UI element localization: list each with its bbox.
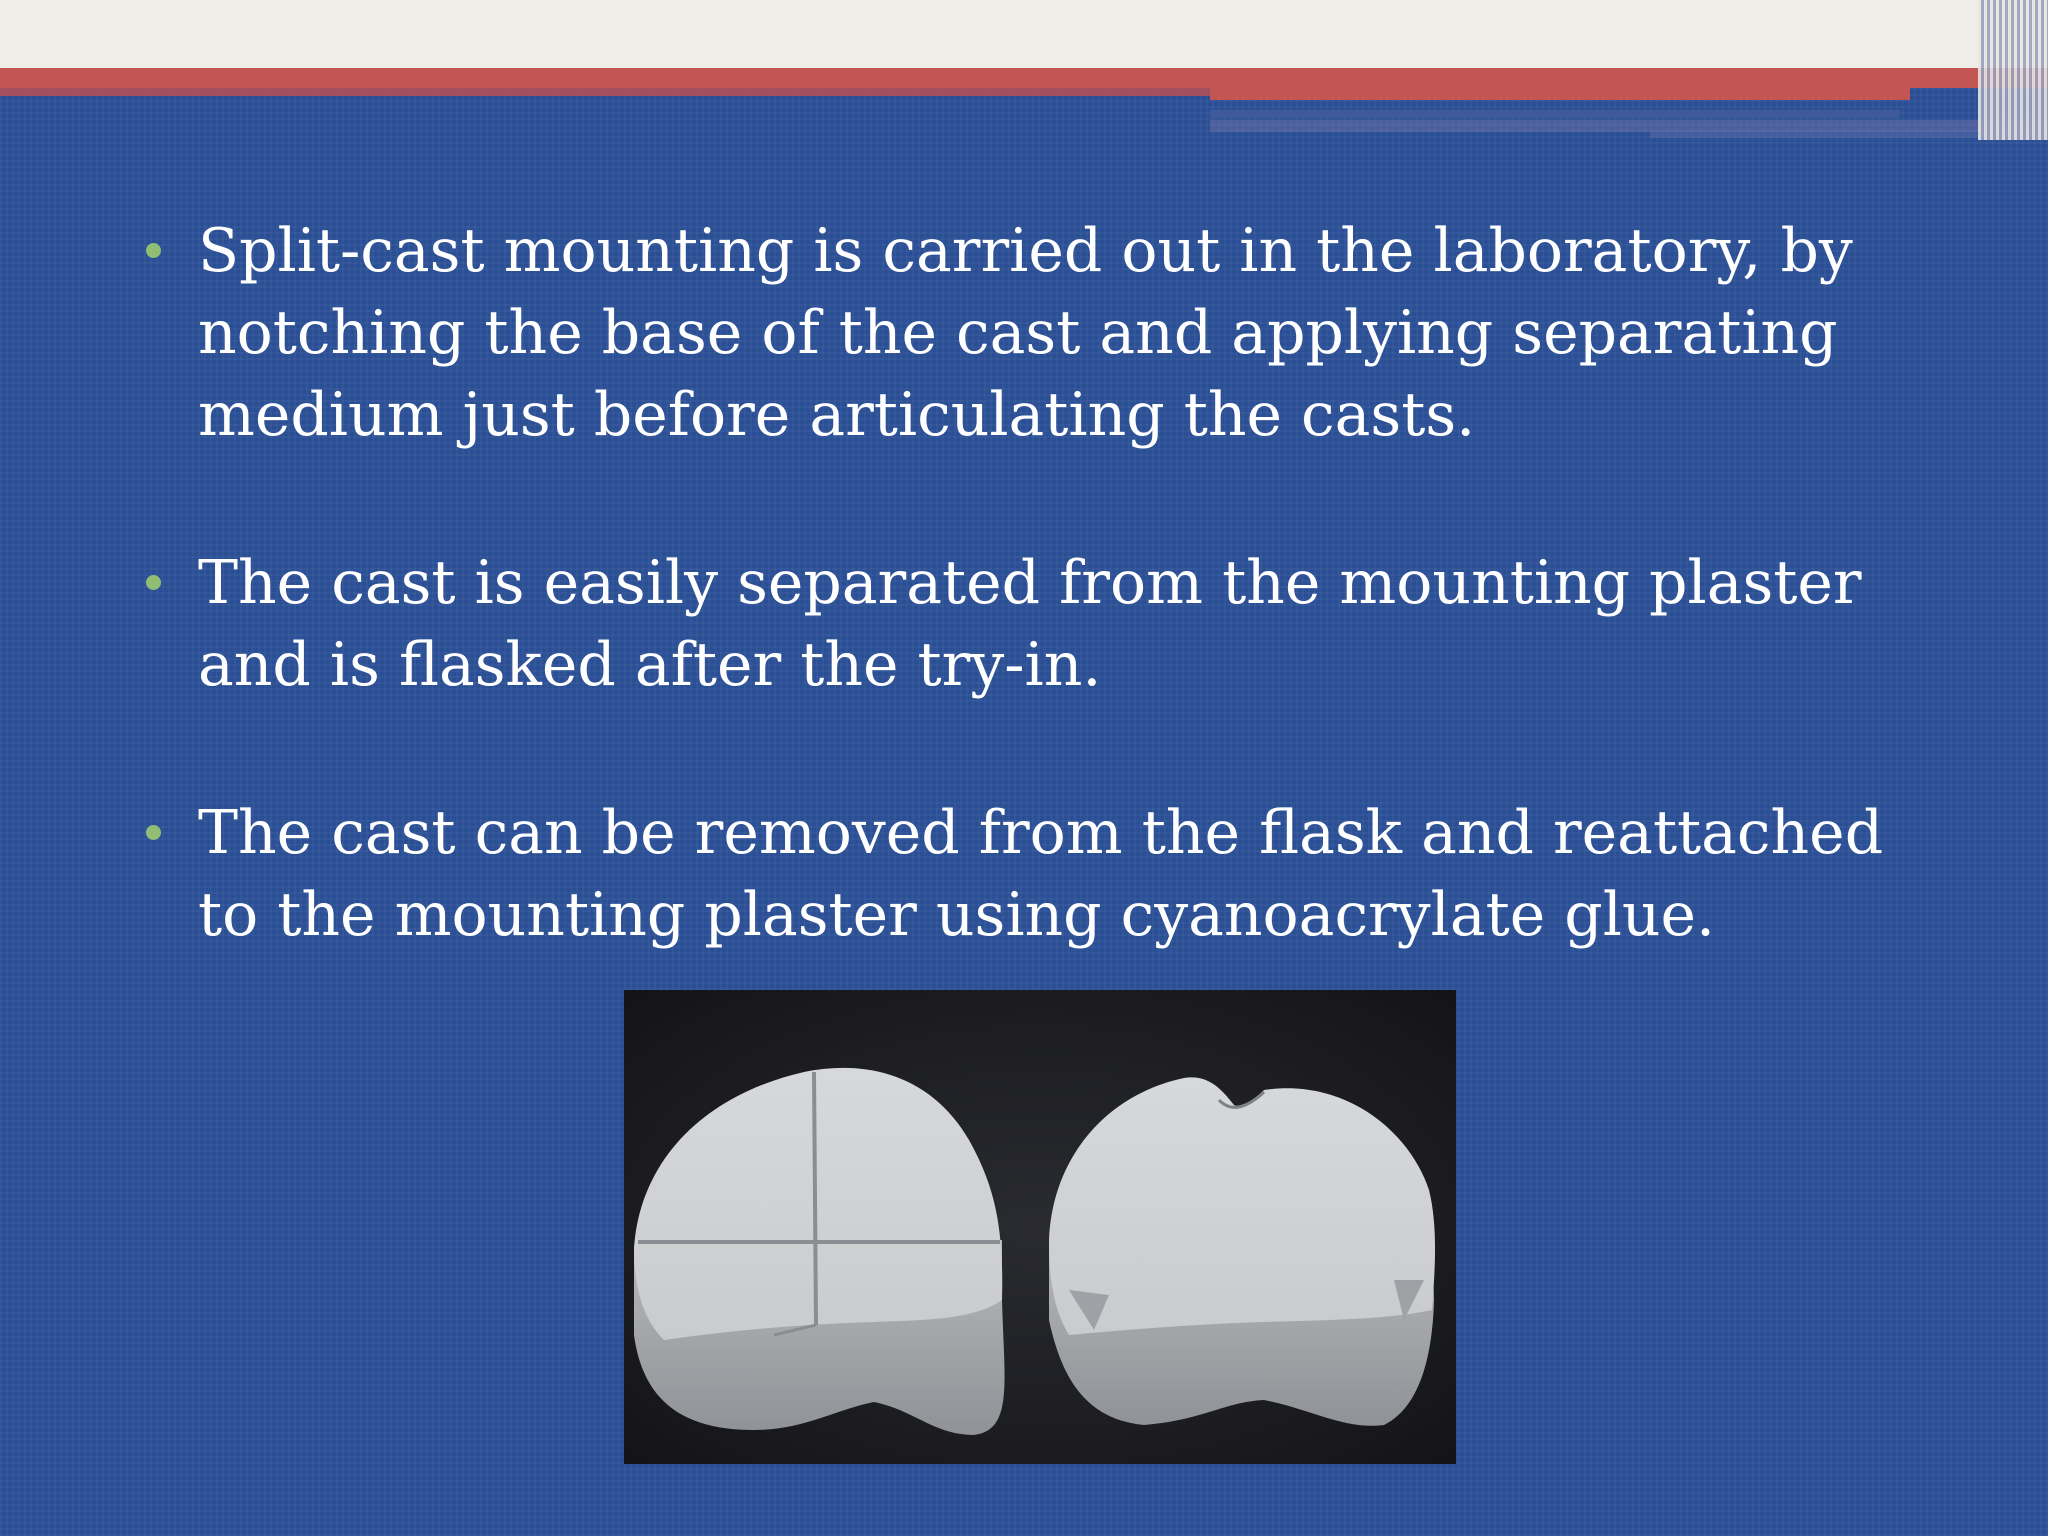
bullet-dot-icon bbox=[146, 825, 161, 840]
bullet-text: Split-cast mounting is carried out in the laboratory, by notching the base of the cast and applying separating medium just before articulating the casts. bbox=[198, 216, 1853, 450]
bullet-text: The cast is easily separated from the mounting plaster and is flasked after the try-in. bbox=[198, 548, 1862, 700]
bullet-dot-icon bbox=[146, 243, 161, 258]
dental-cast-illustration bbox=[624, 990, 1456, 1464]
bullet-item bbox=[140, 210, 1920, 456]
header-stripe-right bbox=[1210, 88, 1910, 100]
dental-cast-photo bbox=[624, 990, 1456, 1464]
header-stripe-right-blue bbox=[1210, 110, 1900, 118]
bullet-text: The cast can be removed from the flask and reattached to the mounting plaster using cyanoacrylate glue. bbox=[198, 798, 1884, 950]
header-stripe-thin bbox=[0, 88, 1210, 96]
bullet-item bbox=[140, 542, 1920, 706]
bullet-item bbox=[140, 792, 1920, 956]
top-band bbox=[0, 0, 2048, 68]
header-stripe bbox=[0, 68, 2048, 88]
edge-decoration bbox=[1978, 0, 2048, 140]
bullet-dot-icon bbox=[146, 575, 161, 590]
bullet-list bbox=[140, 210, 1920, 956]
